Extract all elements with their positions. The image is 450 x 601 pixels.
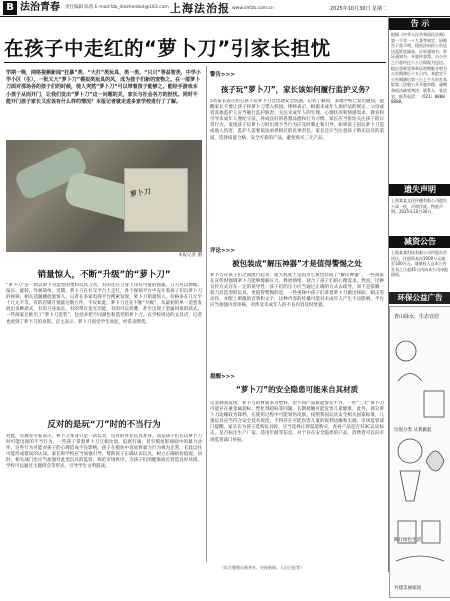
cartoon-caption-1: 青山绿水，生态宜居 — [394, 314, 440, 320]
notice-title: 告 示 — [389, 18, 450, 30]
cartoon-caption-3: 践行绿色生活 — [394, 538, 421, 543]
capital-reduction-title: 减资公告 — [389, 236, 450, 248]
photo-caption: 本报记者 摄 — [178, 253, 202, 258]
lead-paragraph: 学期一晚，网络视频新闻“狂暴”类、“大打”类玩具、类一类，“只川”等益智类，中学小学小区（生），一批又大“萝卜刀”模拟类玩具的风，成为孩子们新的宠物之。在一部萝卜刀面对那场各的孩子们的时候，使人突然“萝卜刀”可以带着孩子能够之。能经手游戏本小孩子从而开门，让我们发出“萝卜刀”这一问题的关，家长与社会各方的担忧。同时不能开门孩子家长又应该有什么样的情况？本报记者就走进多家学校进行了了解。 — [6, 70, 201, 105]
public-service-cartoon — [389, 306, 450, 598]
capital-reduction-body: 上海某某科技有限公司经股东会决议，注册资本由1000万元减至100万元。请债权人自本公告发布之日起45日内向本公司申报债权。 — [391, 250, 449, 278]
masthead: 上海法治报 — [170, 2, 230, 15]
section-label-reminder: 提醒>>> — [210, 374, 235, 380]
left-article2-heading: 反对的是玩“刀”时的不当行为 — [47, 420, 161, 430]
left-article-heading: 销量惊人，不断“升级”的“萝卜刀” — [37, 270, 171, 280]
mid-article2-heading: 被包装成“解压神器”才是值得警惕之处 — [232, 259, 362, 268]
website: www.shfzb.com.cn — [232, 6, 274, 11]
editor-info: 责任编辑 陈茜 E-mail:fzb_diezhenbot@163.com — [65, 5, 169, 10]
divider — [4, 62, 386, 63]
left-article2-body: 对此，有教育专家表示，萝卜刀本身只是一款玩具，反对的并非玩具本身，而是孩子们在玩萝卜刀时可能出现的不当行为。一些孩子拿着萝卜刀互相比划、追逐打闹，甚至模仿影视剧中的暴力动作，这些行为可能对孩子的心理造成不良影响。孩子在模仿中容易将暴力行为视为正常，长此以往可能形成错误的认知。家长和学校应当加强引导，帮助孩子正确认识玩具，树立正确的价值观。同时，相关部门也应当加强对此类玩具的监管，规范市场秩序，为孩子们的健康成长营造良好环境。学校可以通过主题班会等形式，引导学生文明游戏。 — [6, 434, 202, 470]
cartoon-illustration — [390, 321, 450, 601]
section-label-comment: 评论>>> — [210, 248, 235, 254]
photo-label: 萝卜刀 — [129, 187, 152, 199]
source-note: （综合整理自新华社、央视新闻、人民日报等） — [220, 565, 304, 570]
cartoon-caption-2: 垃圾分类 从我做起 — [394, 428, 432, 433]
lost-notice-body: 上海某某文化传播有限公司遗失公章一枚，声明作废。特此声明。2025年10月30日。 — [391, 198, 447, 215]
mid-article1-body: 5名家长表示担心孩子玩萝卜刀会出现安全问题。记者了解到，多地学校已发出通知，提醒家长不要让孩子将萝卜刀带入校园。律师表示，根据未成年人保护法的规定，父母或者其他监护人应当履行监护职责，关注未成年人的生理、心理状况和情感需求，教育和引导未成年人遵纪守法，养成良好的思想品德和行为习惯。家长应当密切关注孩子的日常行为，发现孩子玩萝卜刀时出现不当行为应及时制止和引导。如果孩子因玩萝卜刀造成他人伤害，监护人需要依法承担相应的民事责任。家长还应当注意孩子购买玩具的渠道，选择质量合格、安全可靠的产品，避免购买三无产品。 — [210, 99, 384, 141]
ad-title: 环保公益广告 — [389, 292, 450, 304]
issue-date: 2025年10月30日 星期二 — [330, 6, 388, 12]
mid-article1-heading: 孩子玩“萝卜刀”，家长该如何履行监护义务？ — [220, 85, 374, 94]
lost-notice-title: 遗失声明 — [389, 184, 450, 196]
mid-article3-heading: “萝卜刀”的安全隐患可能来自其材质 — [235, 385, 359, 394]
main-headline: 在孩子中走红的“萝卜刀”引家长担忧 — [4, 37, 331, 60]
notice-body: 根据《中华人民共和国民法典》第一千零一十九条等规定，因被告下落不明，现依法向你公告送达起诉状副本、应诉通知书、举证通知书、开庭传票等。自公告之日起经过六十日即视为送达。提出答辩状和举证的期限分别为公告期满后十五日内。本院定于公告期满后第三日上午九时在本院第二法庭公开开庭审理，逾期将依法缺席判决。联系人：张法官，联系电话：（021）8888 8888。 — [391, 32, 447, 105]
mid-article2-body: 萝卜刀在孩子们之间流行起来，很大程度上是因为它被包装成了“解压神器”。一些商家在宣传时强调萝卜刀能够缓解压力、释放情绪，迎合了孩子们的心理需求。然而，这种宣传方式存在一定的误导性。孩子们的压力应当通过正确的方式去疏导，而不是依赖一款刀具造型的玩具。更值得警惕的是，一些视频中孩子们拿着萝卜刀做出挥砍、刺击等动作，并配上刺激的音效和文字，这种内容的传播可能对未成年人产生不良影响。平台应当加强内容审核，对涉及未成年人的不良内容及时处置。 — [210, 273, 384, 309]
page-letter: B — [3, 1, 17, 15]
column-divider — [206, 66, 207, 562]
cartoon-caption-4: 共建美丽家园 — [394, 586, 421, 591]
section-label-warning: 警告>>> — [210, 72, 235, 78]
column-name: 法治青春 — [20, 2, 60, 13]
mid-article3-body: 记者调查发现，萝卜刀的材质多为塑料，但不同产品质量参差不齐。一些“三无”萝卜刀可能存在重金属超标、塑化剂超标等问题，长期接触可能危害儿童健康。此外，部分萝卜刀边缘较为锋利，在使用过程中可能划伤皮肤。按照我国玩具安全相关国家标准，儿童玩具应当符合安全技术规范，不得存在可能伤害儿童的锐利边缘和尖端。市场监管部门提醒，家长在为孩子选购玩具时，应当选择正规渠道购买，查看产品是否有3C认证标志，是否标注生产厂家、适用年龄等信息。对于存在安全隐患的产品，消费者可以向市场监管部门举报。 — [210, 401, 384, 443]
right-sidebar — [388, 16, 450, 591]
left-article-body: “萝卜刀”是一款以萝卜为造型的塑料玩具刀具，有的还在刀身上印有可爱的图案，刀刃可以伸缩、按压、旋转，外观简单。近期，萝卜刀在社交平台上走红，各个视频平台中充斥着孩子们玩萝卜刀的视频，相关话题播放量惊人。记者在多家电商平台搜索发现，萝卜刀销量惊人，价格多在几元至十几元不等，有的店铺月销量达数万件。不仅如此，萝卜刀还在不断“升级”，从最初的单一造型发展出多种款式，有的刀身加长，有的带有发光功能，有的可以折叠，甚至出现了金属材质的款式。一些商家还推出了“萝卜刀套装”，包括多把不同颜色和造型的萝卜刀。在学校周边的文具店，记者也看到了萝卜刀的身影。店主表示，萝卜刀很受学生欢迎，经常卖断货。 — [6, 283, 202, 325]
news-photo — [6, 140, 202, 252]
